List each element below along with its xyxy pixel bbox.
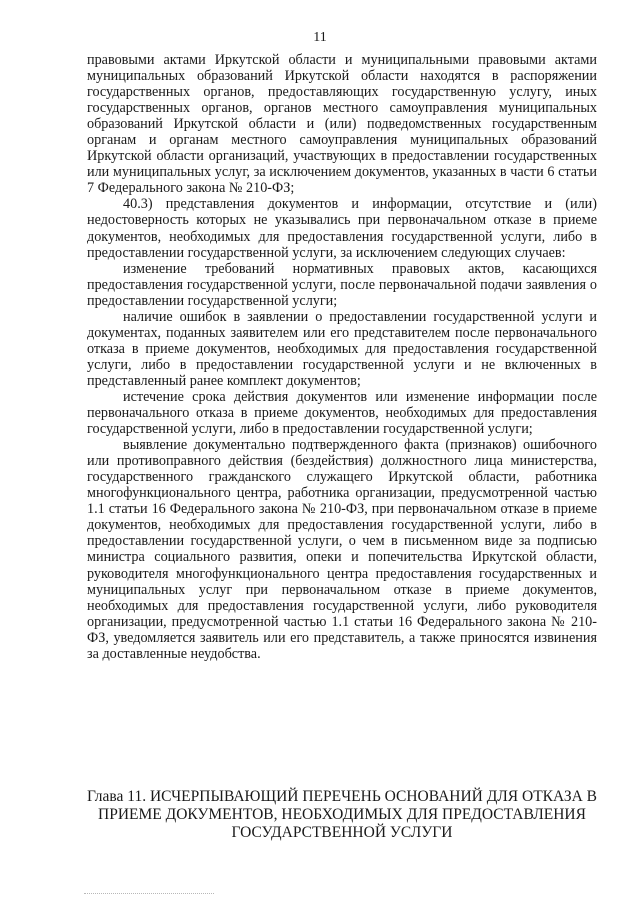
paragraph-case-errors: наличие ошибок в заявлении о предоставлении государственной услуги и документах, поданных заявителем или его представителем после первоначального отказа в приеме документов, необходимых для предоставления государственной услуги, либо в предоставлении государственной услуги и не включенных в представленный ранее комплект документов; [87,308,597,389]
paragraph-continuation: правовыми актами Иркутской области и муниципальными правовыми актами муниципальных образований Иркутской области находятся в распоряжении государственных органов, предоставляющих государственную услугу, иных государственных органов, органов местного самоуправления муниципальных образований Иркутской области и (или) подведомственных государственным органам и органам местного самоуправления муниципальных образований Иркутской области организаций, участвующих в предоставлении государственных или муниципальных услуг, за исключением документов, указанных в части 6 статьи 7 Федерального закона № 210-ФЗ; [87,52,597,197]
paragraph-case-requirements-change: изменение требований нормативных правовых актов, касающихся предоставления государственной услуги, после первоначальной подачи заявления о предоставлении государственной услуги; [87,260,597,309]
paragraph-case-erroneous-action: выявление документально подтвержденного факта (признаков) ошибочного или противоправного действия (бездействия) должностного лица министерства, государственного гражданского служащего Иркутской области, работника многофункционального центра, работника организации, предусмотренной частью 1.1 статьи 16 Федерального закона № 210-ФЗ, при первоначальном отказе в приеме документов, необходимых для предоставления государственной услуги, либо в предоставлении государственной услуги, о чем в письменном виде за подписью министра социального развития, опеки и попечительства Иркутской области, руководителя многофункционального центра предоставления государственных и муниципальных услуг при первоначальном отказе в приеме документов, необходимых для предоставления государственной услуги, либо руководителя организации, предусмотренной частью 1.1 статьи 16 Федерального закона № 210-ФЗ, уведомляется заявитель или его представитель, а также приносятся извинения за доставленные неудобства. [87,437,597,662]
document-body [87,52,597,662]
paragraph-40-3: 40.3) представления документов и информации, отсутствие и (или) недостоверность которых не указывались при первоначальном отказе в приеме документов, необходимых для предоставления государственной услуги, либо в предоставлении государственной услуги, за исключением следующих случаев: [87,196,597,261]
paragraph-case-expiry: истечение срока действия документов или изменение информации после первоначального отказа в приеме документов, необходимых для предоставления государственной услуги, либо в предоставлении государственной услуги; [87,388,597,438]
page-number: 11 [313,30,327,45]
chapter-heading: Глава 11. ИСЧЕРПЫВАЮЩИЙ ПЕРЕЧЕНЬ ОСНОВАНИЙ ДЛЯ ОТКАЗА В ПРИЕМЕ ДОКУМЕНТОВ, НЕОБХОДИМЫХ ДЛЯ ПРЕДОСТАВЛЕНИЯ ГОСУДАРСТВЕННОЙ УСЛУГИ [86,788,598,841]
footer-divider [84,893,214,894]
